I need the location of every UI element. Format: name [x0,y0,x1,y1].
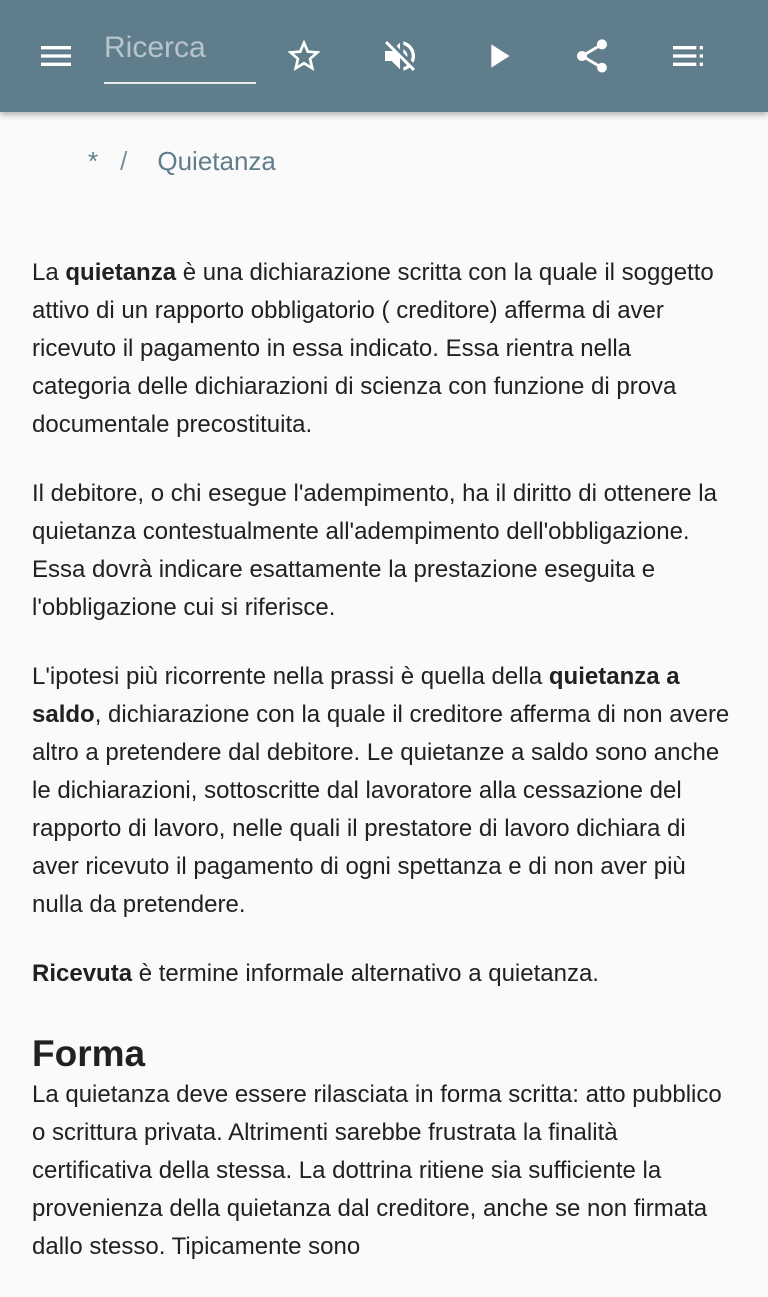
paragraph-debtor: Il debitore, o chi esegue l'adempimento, ha il diritto di ottenere la quietanza contestualmente all'adempimento dell'obbligazione. Essa dovrà indicare esattamente la prestazione eseguita e l'obbligazione cui si riferisce. [32,480,717,621]
menu-button[interactable] [28,28,84,84]
text-run: L'ipotesi più ricorrente nella prassi è quella della [32,663,549,690]
text-run: è termine informale alternativo a quietanza. [132,960,599,987]
paragraph-definition [32,254,732,444]
paragraph-forma: La quietanza deve essere rilasciata in forma scritta: atto pubblico o scrittura privata. Altrimenti sarebbe frustrata la finalità certificativa della stessa. La dottrina ritiene sia sufficiente la provenienza della quietanza dal creditore, anche se non firmata dallo stesso. Tipicamente sono [32,1081,722,1260]
share-icon [572,36,612,76]
mute-button[interactable] [372,28,428,84]
paragraph-ricevuta [32,955,732,993]
search-field[interactable] [104,28,256,84]
text-run: è una dichiarazione scritta con la quale il soggetto attivo di un rapporto obbligatorio ( creditore) afferma di aver ricevuto il pagamento in essa indicato. Essa rientra nella categoria delle dichiarazioni di scienza con funzione di prova documentale precostituita. [32,259,714,438]
section-heading-forma: Forma [32,1033,146,1074]
breadcrumb-current[interactable]: Quietanza [157,146,276,176]
star-icon [284,36,324,76]
breadcrumb-separator: / [120,146,128,176]
share-button[interactable] [564,28,620,84]
bold-term: quietanza a saldo [32,663,680,728]
paragraph-saldo [32,658,732,924]
menu-icon [36,36,76,76]
bold-term: quietanza [65,259,177,286]
article-body [32,254,732,1297]
app-toolbar [0,0,768,112]
play-button[interactable] [470,28,526,84]
breadcrumb-root[interactable]: * [88,146,99,176]
breadcrumb [88,146,276,177]
play-icon [478,36,518,76]
bold-term: Ricevuta [32,960,133,987]
text-run: La [32,259,66,286]
search-input[interactable] [104,28,256,68]
text-run: , dichiarazione con la quale il creditore afferma di non avere altro a pretendere dal debitore. Le quietanze a saldo sono anche le dichiarazioni, sottoscritte dal lavoratore alla cessazione del rapporto di lavoro, nelle quali il prestatore di lavoro dichiara di aver ricevuto il pagamento di ogni spettanza e di non aver più nulla da pretendere. [32,701,730,918]
playlist-icon [668,36,708,76]
favorite-button[interactable] [276,28,332,84]
volume-off-icon [380,36,420,76]
contents-button[interactable] [660,28,716,84]
